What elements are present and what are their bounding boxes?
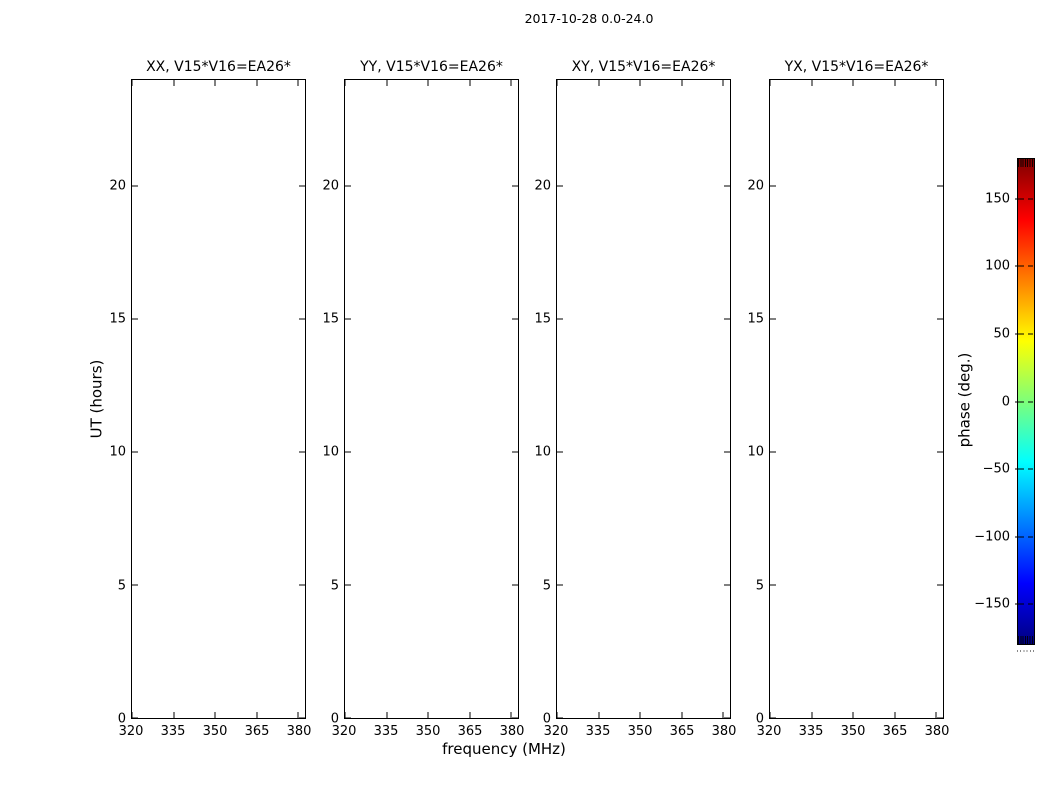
- subplot-yx: [747, 58, 950, 739]
- tick-mark: [345, 718, 351, 719]
- y-axis-label: UT (hours): [87, 359, 106, 439]
- subplot-title: XY, V15*V16=EA26*: [571, 58, 716, 75]
- tick-mark: [724, 186, 730, 187]
- x-tick-label: 380: [924, 724, 950, 739]
- tick-mark: [557, 80, 558, 86]
- tick-mark: [1015, 536, 1024, 537]
- y-tick-label: 20: [534, 178, 551, 194]
- tick-mark: [681, 80, 682, 86]
- y-tick-label: 5: [330, 578, 339, 594]
- tick-mark: [1028, 469, 1033, 470]
- y-tick-label: 15: [534, 311, 551, 327]
- colorbar-tick-label: −100: [974, 529, 1010, 545]
- colorbar-tick-label: 100: [985, 258, 1010, 274]
- plot-area: [131, 79, 306, 719]
- tick-mark: [937, 452, 943, 453]
- tick-mark: [770, 718, 776, 719]
- tick-mark: [1015, 469, 1024, 470]
- colorbar-tick-label: 50: [993, 326, 1010, 342]
- tick-mark: [132, 452, 138, 453]
- tick-mark: [428, 712, 429, 718]
- tick-mark: [299, 718, 305, 719]
- tick-mark: [299, 585, 305, 586]
- tick-mark: [132, 319, 138, 320]
- x-tick-label: 335: [585, 724, 611, 739]
- tick-mark: [770, 452, 776, 453]
- tick-mark: [256, 80, 257, 86]
- tick-mark: [345, 319, 351, 320]
- tick-mark: [1028, 333, 1033, 334]
- y-tick-label: 20: [322, 178, 339, 194]
- x-tick-label: 380: [499, 724, 525, 739]
- x-tick-label: 335: [160, 724, 186, 739]
- colorbar-tick-label: −50: [982, 461, 1010, 477]
- plot-area: [769, 79, 944, 719]
- x-tick-label: 320: [543, 724, 569, 739]
- x-tick-label: 365: [457, 724, 483, 739]
- tick-mark: [557, 585, 563, 586]
- tick-mark: [132, 80, 133, 86]
- y-tick-label: 5: [117, 578, 126, 594]
- colorbar-label: phase (deg.): [955, 352, 974, 448]
- tick-mark: [723, 80, 724, 86]
- tick-mark: [770, 585, 776, 586]
- tick-mark: [894, 712, 895, 718]
- tick-mark: [853, 80, 854, 86]
- x-tick-label: 380: [711, 724, 737, 739]
- x-tick-label: 320: [331, 724, 357, 739]
- y-tick-label: 20: [747, 178, 764, 194]
- tick-mark: [132, 718, 138, 719]
- tick-mark: [1015, 401, 1024, 402]
- tick-mark: [598, 712, 599, 718]
- tick-mark: [1015, 266, 1024, 267]
- tick-mark: [937, 186, 943, 187]
- subplot-yy: [322, 58, 525, 739]
- tick-mark: [724, 452, 730, 453]
- tick-mark: [512, 585, 518, 586]
- tick-mark: [598, 80, 599, 86]
- y-tick-label: 10: [109, 444, 126, 460]
- tick-mark: [853, 712, 854, 718]
- y-tick-label: 0: [542, 711, 551, 727]
- tick-mark: [557, 452, 563, 453]
- tick-mark: [1028, 266, 1033, 267]
- y-tick-label: 10: [534, 444, 551, 460]
- colorbar-tick-label: 0: [1001, 394, 1010, 409]
- y-tick-label: 10: [322, 444, 339, 460]
- tick-mark: [512, 319, 518, 320]
- colorbar-tick-label: −150: [974, 596, 1010, 612]
- subplot-xy: [534, 58, 737, 739]
- tick-mark: [894, 80, 895, 86]
- tick-mark: [1028, 401, 1033, 402]
- tick-mark: [215, 80, 216, 86]
- tick-mark: [345, 452, 351, 453]
- tick-mark: [724, 319, 730, 320]
- tick-mark: [511, 80, 512, 86]
- tick-mark: [299, 452, 305, 453]
- tick-mark: [681, 712, 682, 718]
- y-tick-label: 15: [747, 311, 764, 327]
- y-tick-label: 20: [109, 178, 126, 194]
- tick-mark: [557, 319, 563, 320]
- tick-mark: [936, 80, 937, 86]
- y-tick-label: 5: [542, 578, 551, 594]
- tick-mark: [770, 80, 771, 86]
- x-tick-label: 335: [798, 724, 824, 739]
- x-tick-label: 350: [202, 724, 228, 739]
- tick-mark: [1028, 604, 1033, 605]
- subplot-title: YX, V15*V16=EA26*: [784, 58, 929, 75]
- tick-mark: [640, 712, 641, 718]
- tick-mark: [811, 80, 812, 86]
- y-tick-label: 0: [755, 711, 764, 727]
- tick-mark: [937, 585, 943, 586]
- x-axis-label: frequency (MHz): [442, 740, 566, 758]
- x-tick-label: 365: [882, 724, 908, 739]
- tick-mark: [215, 712, 216, 718]
- tick-mark: [256, 712, 257, 718]
- y-tick-label: 15: [322, 311, 339, 327]
- subplot-title: XX, V15*V16=EA26*: [146, 58, 291, 75]
- tick-mark: [512, 718, 518, 719]
- colorbar: [974, 158, 1035, 645]
- tick-mark: [1015, 604, 1024, 605]
- x-tick-label: 320: [756, 724, 782, 739]
- x-tick-label: 380: [286, 724, 312, 739]
- tick-mark: [724, 585, 730, 586]
- colorbar-dotted-edge: [1017, 650, 1035, 652]
- tick-mark: [299, 319, 305, 320]
- x-tick-label: 335: [373, 724, 399, 739]
- tick-mark: [770, 319, 776, 320]
- x-tick-label: 320: [118, 724, 144, 739]
- subplot-xx: [109, 58, 312, 739]
- tick-mark: [345, 585, 351, 586]
- tick-mark: [298, 80, 299, 86]
- plot-area: [344, 79, 519, 719]
- tick-mark: [345, 80, 346, 86]
- tick-mark: [386, 712, 387, 718]
- x-tick-label: 350: [627, 724, 653, 739]
- tick-mark: [937, 718, 943, 719]
- tick-mark: [724, 718, 730, 719]
- y-tick-label: 0: [330, 711, 339, 727]
- tick-mark: [345, 186, 351, 187]
- tick-mark: [1028, 536, 1033, 537]
- tick-mark: [557, 186, 563, 187]
- tick-mark: [469, 712, 470, 718]
- tick-mark: [299, 186, 305, 187]
- y-tick-label: 10: [747, 444, 764, 460]
- tick-mark: [173, 712, 174, 718]
- tick-mark: [557, 718, 563, 719]
- tick-mark: [1015, 333, 1024, 334]
- x-tick-label: 365: [244, 724, 270, 739]
- tick-mark: [811, 712, 812, 718]
- figure-title: 2017-10-28 0.0-24.0: [524, 11, 654, 26]
- tick-mark: [386, 80, 387, 86]
- y-tick-label: 0: [117, 711, 126, 727]
- tick-mark: [1015, 198, 1024, 199]
- x-tick-label: 350: [840, 724, 866, 739]
- tick-mark: [428, 80, 429, 86]
- tick-mark: [132, 585, 138, 586]
- subplot-title: YY, V15*V16=EA26*: [360, 58, 503, 75]
- tick-mark: [132, 186, 138, 187]
- x-tick-label: 365: [669, 724, 695, 739]
- tick-mark: [469, 80, 470, 86]
- tick-mark: [512, 186, 518, 187]
- tick-mark: [937, 319, 943, 320]
- x-tick-label: 350: [415, 724, 441, 739]
- colorbar-top-edge-ticks: [1018, 159, 1034, 167]
- y-tick-label: 5: [755, 578, 764, 594]
- tick-mark: [1028, 198, 1033, 199]
- tick-mark: [173, 80, 174, 86]
- colorbar-bottom-edge-ticks: [1018, 636, 1034, 644]
- tick-mark: [640, 80, 641, 86]
- plot-area: [556, 79, 731, 719]
- tick-mark: [770, 186, 776, 187]
- colorbar-tick-label: 150: [985, 191, 1010, 207]
- y-tick-label: 15: [109, 311, 126, 327]
- tick-mark: [512, 452, 518, 453]
